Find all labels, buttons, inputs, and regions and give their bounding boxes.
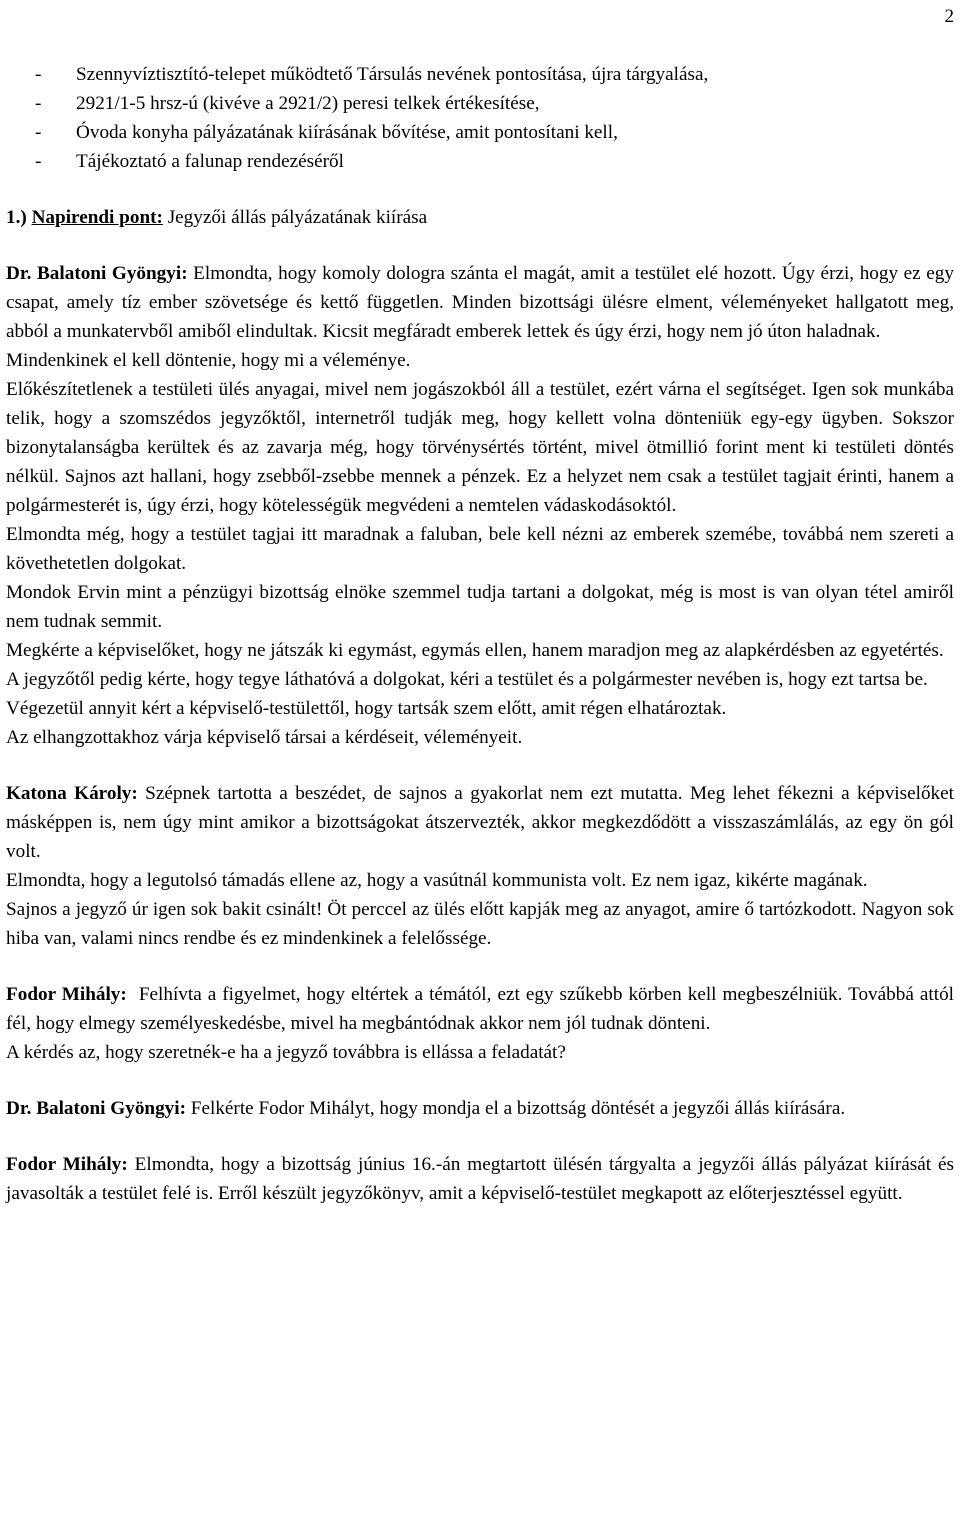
document-body — [6, 60, 959, 1208]
section-fodor-2 — [6, 1150, 954, 1208]
speaker-name: Dr. Balatoni Gyöngyi: — [6, 263, 188, 284]
section-katona — [6, 779, 954, 953]
page-number: 2 — [944, 6, 954, 27]
paragraph-text: Felkérte Fodor Mihályt, hogy mondja el a bizottság döntését a jegyzői állás kiírására. — [186, 1098, 846, 1119]
agenda-item-title: Jegyzői állás pályázatának kiírása — [162, 207, 428, 228]
paragraph: Elmondta még, hogy a testület tagjai itt maradnak a faluban, bele kell nézni az emberek szemébe, továbbá nem szereti a követhetetlen dolgokat. — [6, 524, 954, 574]
paragraph: Végezetül annyit kért a képviselő-testülettől, hogy tartsák szem előtt, amit régen elhatároztak. — [6, 698, 727, 719]
paragraph — [6, 1150, 954, 1208]
section-fodor-1 — [6, 980, 959, 1067]
section-balatoni-2 — [6, 1094, 954, 1123]
agenda-list-item: - Szennyvíztisztító-telepet működtető Társulás nevének pontosítása, újra tárgyalása, — [6, 60, 954, 89]
paragraph — [6, 779, 954, 866]
paragraph — [6, 259, 954, 346]
speaker-name: Fodor Mihály: — [6, 1154, 128, 1175]
paragraph-text: Felhívta a figyelmet, hogy eltértek a témától, ezt egy szűkebb körben kell megbeszélniük. Továbbá attól fél, hogy elmegy személyeskedésbe, mivel ha megbántódnak akkor nem jól tudnak dönteni. — [6, 984, 959, 1034]
paragraph: Sajnos a jegyző úr igen sok bakit csinált! Öt perccel az ülés előtt kapják meg az anyagot, amire ő tartózkodott. Nagyon sok hiba van, valami nincs rendbe és ez mindenkinek a felelőssége. — [6, 899, 954, 949]
paragraph: A kérdés az, hogy szeretnék-e ha a jegyző továbbra is ellássa a feladatát? — [6, 1042, 566, 1063]
section-balatoni-1 — [6, 259, 954, 752]
paragraph-text: Szépnek tartotta a beszédet, de sajnos a gyakorlat nem ezt mutatta. Meg lehet fékezni a képviselőket másképpen is, nem úgy mint amikor a bizottságokat átszervezték, akkor megkezdődött a visszaszámlálás, az egy ön gól volt. — [6, 783, 954, 862]
paragraph: Mindenkinek el kell döntenie, hogy mi a véleménye. — [6, 350, 411, 371]
paragraph: Elmondta, hogy a legutolsó támadás ellene az, hogy a vasútnál kommunista volt. Ez nem igaz, kikérte magának. — [6, 870, 868, 891]
speaker-name: Fodor Mihály: — [6, 984, 127, 1005]
paragraph: A jegyzőtől pedig kérte, hogy tegye láthatóvá a dolgokat, kéri a testület és a polgármester nevében is, hogy ezt tartsa be. — [6, 669, 928, 690]
agenda-item-number: 1.) — [6, 207, 27, 228]
agenda-list-item: - Tájékoztató a falunap rendezéséről — [6, 147, 954, 176]
paragraph: Mondok Ervin mint a pénzügyi bizottság elnöke szemmel tudja tartani a dolgokat, még is most is van olyan tétel amiről nem tudnak semmit. — [6, 582, 954, 632]
paragraph-text: Elmondta, hogy a bizottság június 16.-án megtartott ülésén tárgyalta a jegyzői állás pályázat kiírását és javasolták a testület felé is. Erről készült jegyzőkönyv, amit a képviselő-testület megkapott az előterjesztéssel együtt. — [6, 1154, 954, 1204]
paragraph: Az elhangzottakhoz várja képviselő társai a kérdéseit, véleményeit. — [6, 727, 523, 748]
agenda-list-item: - 2921/1-5 hrsz-ú (kivéve a 2921/2) peresi telkek értékesítése, — [6, 89, 954, 118]
paragraph — [6, 980, 959, 1038]
paragraph — [6, 1094, 954, 1123]
agenda-item-heading — [6, 203, 954, 232]
agenda-list-item: - Óvoda konyha pályázatának kiírásának bővítése, amit pontosítani kell, — [6, 118, 954, 147]
paragraph: Előkészítetlenek a testületi ülés anyagai, mivel nem jogászokból áll a testület, ezért várna el segítséget. Igen sok munkába telik, hogy a szomszédos jegyzőktől, internetről tudják meg, hogy kellett volna dönteniük egy-egy ügyben. Sokszor bizonytalanságba kerültek és az zavarja még, hogy törvénysértés történt, mivel ötmillió forint ment ki testületi döntés nélkül. Sajnos azt hallani, hogy zsebből-zsebbe mennek a pénzek. Ez a helyzet nem csak a testület tagjait érinti, hanem a polgármesterét is, úgy érzi, hogy kötelességük megvédeni a nemtelen vádaskodásoktól. — [6, 379, 954, 516]
paragraph: Megkérte a képviselőket, hogy ne játszák ki egymást, egymás ellen, hanem maradjon meg az alapkérdésben az egyetértés. — [6, 640, 944, 661]
speaker-name: Dr. Balatoni Gyöngyi: — [6, 1098, 186, 1119]
agenda-item-label: Napirendi pont: — [31, 207, 163, 228]
speaker-name: Katona Károly: — [6, 783, 138, 804]
paragraph-text: Elmondta, hogy komoly dologra szánta el magát, amit a testület elé hozott. Úgy érzi, hogy ez egy csapat, amely tíz ember szövetsége és kettő független. Minden bizottsági ülésre elment, véleményeket hallgatott meg, abból a munkatervből amiből elindultak. Kicsit megfáradt emberek lettek és úgy érzi, hogy nem jó úton haladnak. — [6, 263, 954, 342]
agenda-list — [6, 60, 954, 176]
